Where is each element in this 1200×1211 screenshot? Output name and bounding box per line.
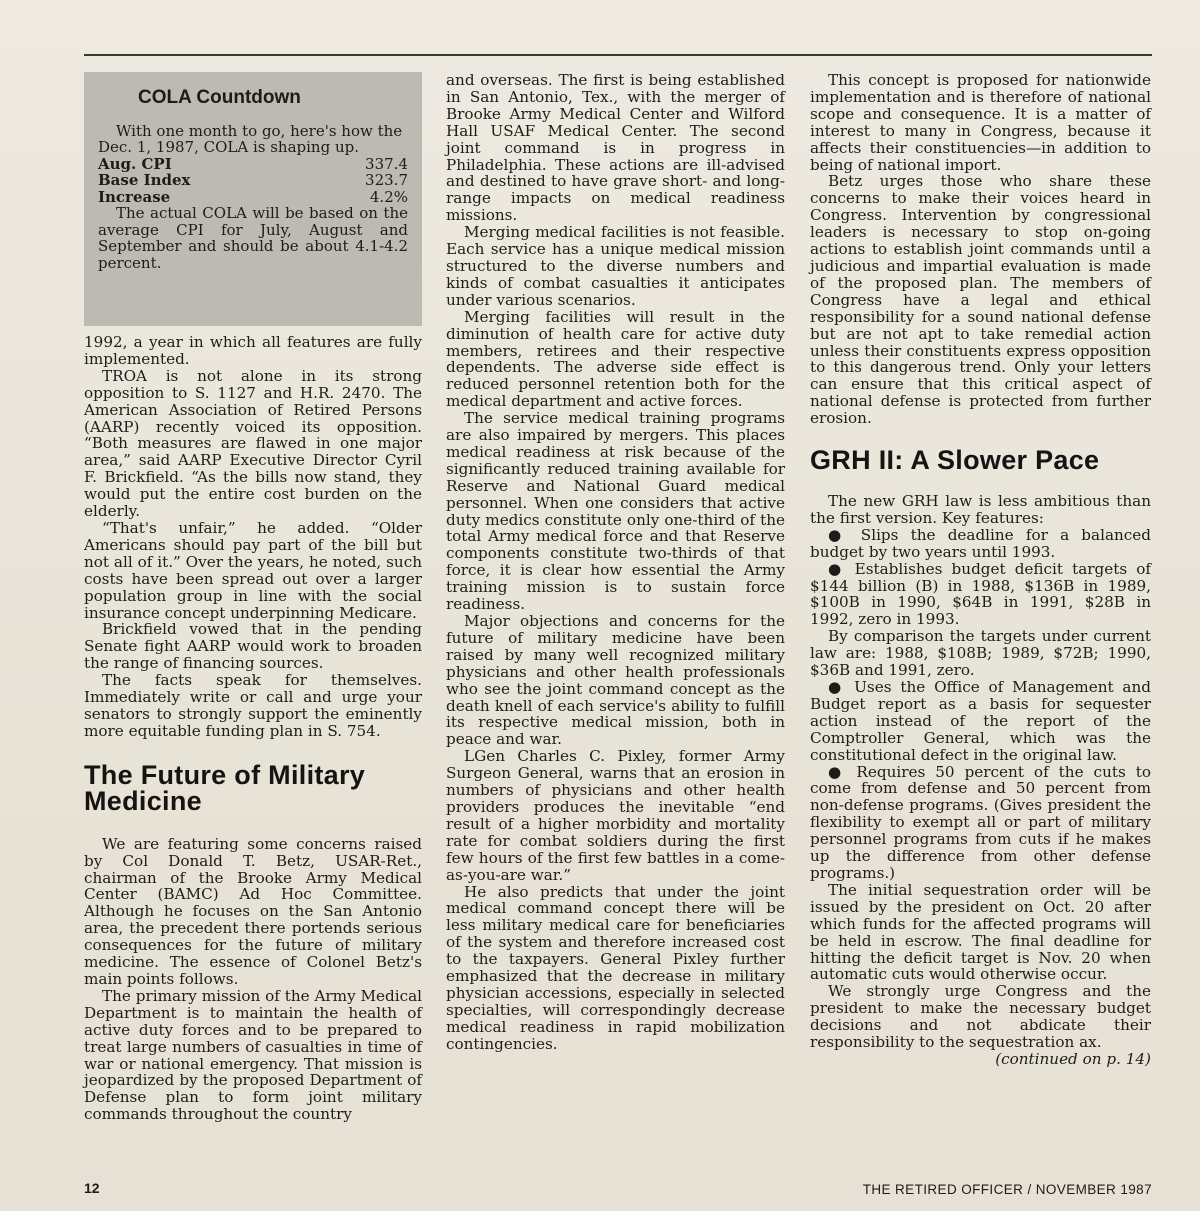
paragraph: Brickfield vowed that in the pending Senate fight AARP would work to broaden the range of financing sources. xyxy=(84,620,422,673)
bullet-paragraph: ● Uses the Office of Management and Budget report as a basis for sequester action instead of the report of the Comptroller General, which was the constitutional defect in the original law. xyxy=(810,678,1151,764)
cola-row-label: Increase xyxy=(98,187,171,206)
paragraph: and overseas. The first is being established in San Antonio, Tex., with the merger of Brooke Army Medical Center and Wilford Hall USAF Medical Center. The second joint command is in progress in Philadelphia. These actions are ill-advised and destined to have grave short- and long-range impacts on medical readiness missions. xyxy=(446,71,785,225)
cola-row-value: 4.2% xyxy=(369,187,408,206)
paragraph: We strongly urge Congress and the president to make the necessary budget decisions and not abdicate their responsibility to the sequestration ax. xyxy=(810,982,1151,1052)
column-3 xyxy=(810,72,1151,1068)
paragraph: The service medical training programs are also impaired by mergers. This places medical readiness at risk because of the significantly reduced training available for Reserve and National Guard medical personnel. When one considers that active duty medics constitute only one-third of the total Army medical force and that Reserve components constitute two-thirds of that force, it is clear how essential the Army training mission is to sustain force readiness. xyxy=(446,409,785,614)
bullet-paragraph: ● Slips the deadline for a balanced budget by two years until 1993. xyxy=(810,525,1151,561)
paragraph: Merging facilities will result in the diminution of health care for active duty members, retirees and their respective dependents. The adverse side effect is reduced personnel retention both for the medical department and active forces. xyxy=(446,307,785,411)
publication-footer: THE RETIRED OFFICER / NOVEMBER 1987 xyxy=(862,1182,1152,1197)
cola-footnote: The actual COLA will be based on the average CPI for July, August and September and should be about 4.1-4.2 percent. xyxy=(98,204,408,272)
paragraph: The primary mission of the Army Medical Department is to maintain the health of active duty forces and to be prepared to treat large numbers of casualties in time of war or national emergency. That mission is jeopardized by the proposed Department of Defense plan to form joint military commands throughout the country xyxy=(84,986,423,1124)
paragraph: Merging medical facilities is not feasible. Each service has a unique medical mission structured to the diverse numbers and kinds of combat casualties it anticipates under various scenarios. xyxy=(446,223,785,309)
column-2 xyxy=(446,72,785,1053)
cola-row-value: 337.4 xyxy=(365,154,408,173)
bullet-paragraph: ● Requires 50 percent of the cuts to come from defense and 50 percent from non-defense programs. (Gives president the flexibility to exempt all or part of military personnel programs from cuts if he makes up the difference from other defense programs.) xyxy=(810,762,1151,882)
cola-row xyxy=(98,156,408,173)
top-rule xyxy=(84,54,1152,56)
cola-row xyxy=(98,189,408,206)
cola-intro: With one month to go, here's how the Dec. 1, 1987, COLA is shaping up. xyxy=(98,121,403,157)
paragraph: Betz urges those who share these concerns to make their voices heard in Congress. Intervention by congressional leaders is necessary to stop on-going actions to establish joint commands until a judicious and impartial evaluation is made of the proposed plan. The members of Congress have a legal and ethical responsibility for a sound national defense but are not apt to take remedial action unless their constituents express opposition to this dangerous trend. Only your letters can ensure that this critical aspect of national defense is protected from further erosion. xyxy=(810,172,1151,428)
cola-title: COLA Countdown xyxy=(138,87,301,108)
paragraph: LGen Charles C. Pixley, former Army Surgeon General, warns that an erosion in numbers of physicians and other health providers produces the inevitable “end result of a higher morbidity and mortality rate for combat soldiers during the first few hours of the first few battles in a come-as-you-are war.” xyxy=(446,747,785,884)
cola-countdown-box xyxy=(84,72,422,326)
paragraph: He also predicts that under the joint medical command concept there will be less military medical care for beneficiaries of the system and therefore increased cost to the taxpayers. General Pixley further emphasized that the decrease in military physician accessions, especially in selected specialties, will correspondingly decrease medical readiness in rapid mobilization contingencies. xyxy=(446,882,785,1053)
continued-note: (continued on p. 14) xyxy=(995,1049,1151,1068)
bullet-paragraph: ● Establishes budget deficit targets of $144 billion (B) in 1988, $136B in 1989, $100B in 1990, $64B in 1991, $28B in 1992, zero in 1993. xyxy=(810,559,1151,629)
paragraph: The initial sequestration order will be issued by the president on Oct. 20 after which funds for the affected programs will be held in escrow. The final deadline for hitting the deficit target is Nov. 20 when automatic cuts would otherwise occur. xyxy=(810,880,1151,984)
paragraph: By comparison the targets under current law are: 1988, $108B; 1989, $72B; 1990, $36B and 1991, zero. xyxy=(810,627,1151,680)
paragraph: TROA is not alone in its strong opposition to S. 1127 and H.R. 2470. The American Association of Retired Persons (AARP) recently voiced its opposition. “Both measures are flawed in one major area,” said AARP Executive Director Cyril F. Brickfield. “As the bills now stand, they would put the entire cost burden on the elderly. xyxy=(84,366,422,521)
column-1 xyxy=(84,72,422,1123)
paragraph: This concept is proposed for nationwide implementation and is therefore of national scope and consequence. It is a matter of interest to many in Congress, because it affects their constituencies—in addition to being of national import. xyxy=(810,71,1151,174)
cola-row-label: Base Index xyxy=(98,171,191,190)
paragraph: “That's unfair,” he added. “Older Americans should pay part of the bill but not all of it.” Over the years, he noted, such costs have been spread out over a larger population group in line with the social insurance concept underpinning Medicare. xyxy=(84,518,422,622)
cola-row-value: 323.7 xyxy=(365,171,408,190)
paragraph: 1992, a year in which all features are fully implemented. xyxy=(84,333,422,368)
article-heading-military-medicine: The Future of Military Medicine xyxy=(84,759,366,816)
paragraph: Major objections and concerns for the future of military medicine have been raised by many well recognized military physicians and other health professionals who see the joint command concept as the death knell of each service's ability to fulfill its respective medical mission, both in peace and war. xyxy=(446,612,785,749)
paragraph: We are featuring some concerns raised by Col Donald T. Betz, USAR-Ret., chairman of the Brooke Army Medical Center (BAMC) Ad Hoc Committee. Although he focuses on the San Antonio area, the precedent there portends serious consequences for the future of military medicine. The essence of Colonel Betz's main points follows. xyxy=(84,834,422,988)
article-heading-grh: GRH II: A Slower Pace xyxy=(810,445,1100,476)
paragraph: The new GRH law is less ambitious than the first version. Key features: xyxy=(810,492,1151,527)
cola-row-label: Aug. CPI xyxy=(98,154,172,173)
cola-row xyxy=(98,172,408,189)
paragraph: The facts speak for themselves. Immediately write or call and urge your senators to strongly support the eminently more equitable funding plan in S. 754. xyxy=(84,671,422,740)
page-number: 12 xyxy=(84,1180,100,1196)
